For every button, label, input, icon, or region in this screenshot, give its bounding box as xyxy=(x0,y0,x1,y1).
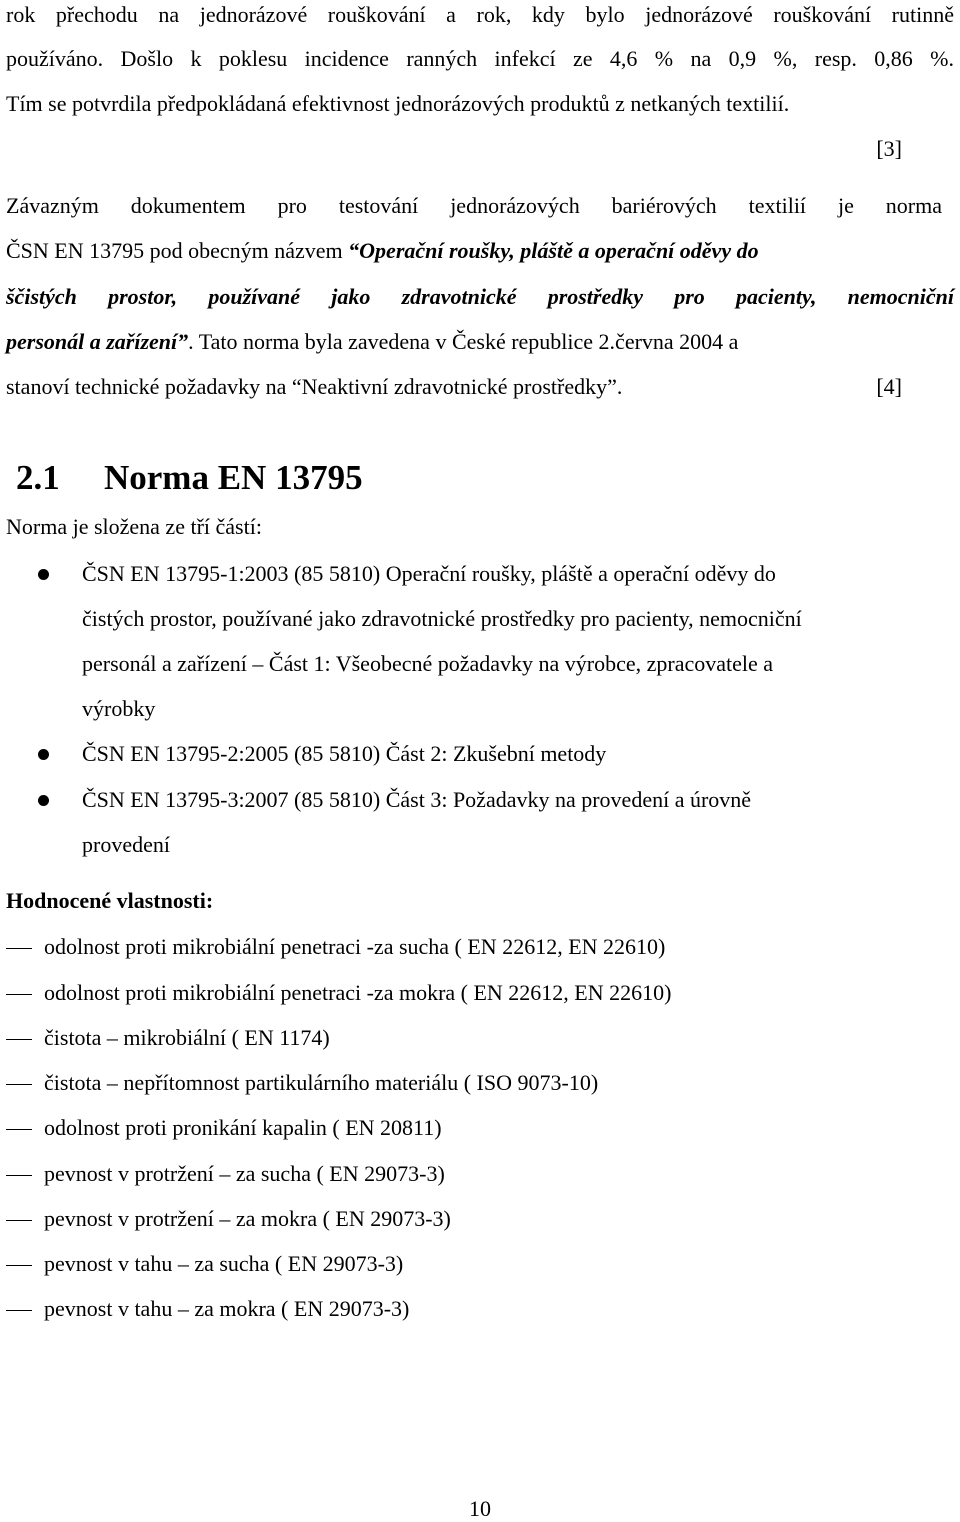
list-item: ČSN EN 13795-1:2003 (85 5810) Operační roušky, pláště a operační oděvy do xyxy=(82,561,776,586)
section-number: 2.1 xyxy=(16,458,60,497)
dash-icon xyxy=(6,1310,32,1311)
list-item: provedení xyxy=(82,832,170,857)
dash-icon xyxy=(6,1129,32,1130)
paragraph-line: stanoví technické požadavky na “Neaktivní zdravotnické prostředky”. xyxy=(6,374,623,399)
list-item: odolnost proti mikrobiální penetraci -za mokra ( EN 22612, EN 22610) xyxy=(44,980,672,1005)
paragraph-line: Tím se potvrdila předpokládaná efektivnost jednorázových produktů z netkaných textilií. xyxy=(6,91,790,116)
list-item: čistých prostor, používané jako zdravotnické prostředky pro pacienty, nemocniční xyxy=(82,606,802,631)
dash-icon xyxy=(6,1084,32,1085)
paragraph-line xyxy=(6,236,954,266)
list-item: pevnost v protržení – za mokra ( EN 29073-3) xyxy=(44,1206,451,1231)
list-item: odolnost proti pronikání kapalin ( EN 20811) xyxy=(44,1115,442,1140)
list-item: ČSN EN 13795-3:2007 (85 5810) Část 3: Požadavky na provedení a úrovně xyxy=(82,787,752,812)
citation-ref: [3] xyxy=(876,136,902,161)
plain-text: . Tato norma byla zavedena v České republice 2.června 2004 a xyxy=(188,329,739,354)
section-title: Norma EN 13795 xyxy=(104,458,363,497)
section-heading xyxy=(6,456,363,500)
citation-ref: [4] xyxy=(876,374,902,399)
list-item: čistota – mikrobiální ( EN 1174) xyxy=(44,1025,330,1050)
paragraph-line: Závazným dokumentem pro testování jednorázových bariérových textilií je norma xyxy=(6,193,942,218)
list-item: pevnost v tahu – za sucha ( EN 29073-3) xyxy=(44,1251,404,1276)
list-item: pevnost v tahu – za mokra ( EN 29073-3) xyxy=(44,1296,410,1321)
paragraph-line xyxy=(6,327,954,357)
bullet-icon xyxy=(38,569,49,580)
list-item: výrobky xyxy=(82,696,156,721)
dash-icon xyxy=(6,994,32,995)
dash-icon xyxy=(6,948,32,949)
dash-icon xyxy=(6,1175,32,1176)
properties-heading: Hodnocené vlastnosti: xyxy=(6,888,214,913)
list-item: personál a zařízení – Část 1: Všeobecné požadavky na výrobce, zpracovatele a xyxy=(82,651,774,676)
standard-title: “Operační roušky, pláště a operační oděvy do xyxy=(348,238,759,263)
plain-text: ČSN EN 13795 pod obecným názvem xyxy=(6,238,349,263)
paragraph-line: používáno. Došlo k poklesu incidence ranných infekcí ze 4,6 % na 0,9 %, resp. 0,86 %. xyxy=(6,46,954,71)
list-item: čistota – nepřítomnost partikulárního materiálu ( ISO 9073-10) xyxy=(44,1070,599,1095)
paragraph-line: rok přechodu na jednorázové rouškování a rok, kdy bylo jednorázové rouškování rutinně xyxy=(6,2,954,27)
standard-title-line: ščistých prostor, používané jako zdravotnické prostředky pro pacienty, nemocniční xyxy=(6,284,954,309)
standard-title: personál a zařízení” xyxy=(6,329,189,354)
page-number: 10 xyxy=(469,1496,491,1521)
list-item: pevnost v protržení – za sucha ( EN 29073-3) xyxy=(44,1161,445,1186)
list-item: odolnost proti mikrobiální penetraci -za sucha ( EN 22612, EN 22610) xyxy=(44,934,666,959)
dash-icon xyxy=(6,1220,32,1221)
dash-icon xyxy=(6,1265,32,1266)
list-item: ČSN EN 13795-2:2005 (85 5810) Část 2: Zkušební metody xyxy=(82,741,607,766)
bullet-icon xyxy=(38,749,49,760)
section-intro: Norma je složena ze tří částí: xyxy=(6,514,262,539)
dash-icon xyxy=(6,1039,32,1040)
bullet-icon xyxy=(38,795,49,806)
